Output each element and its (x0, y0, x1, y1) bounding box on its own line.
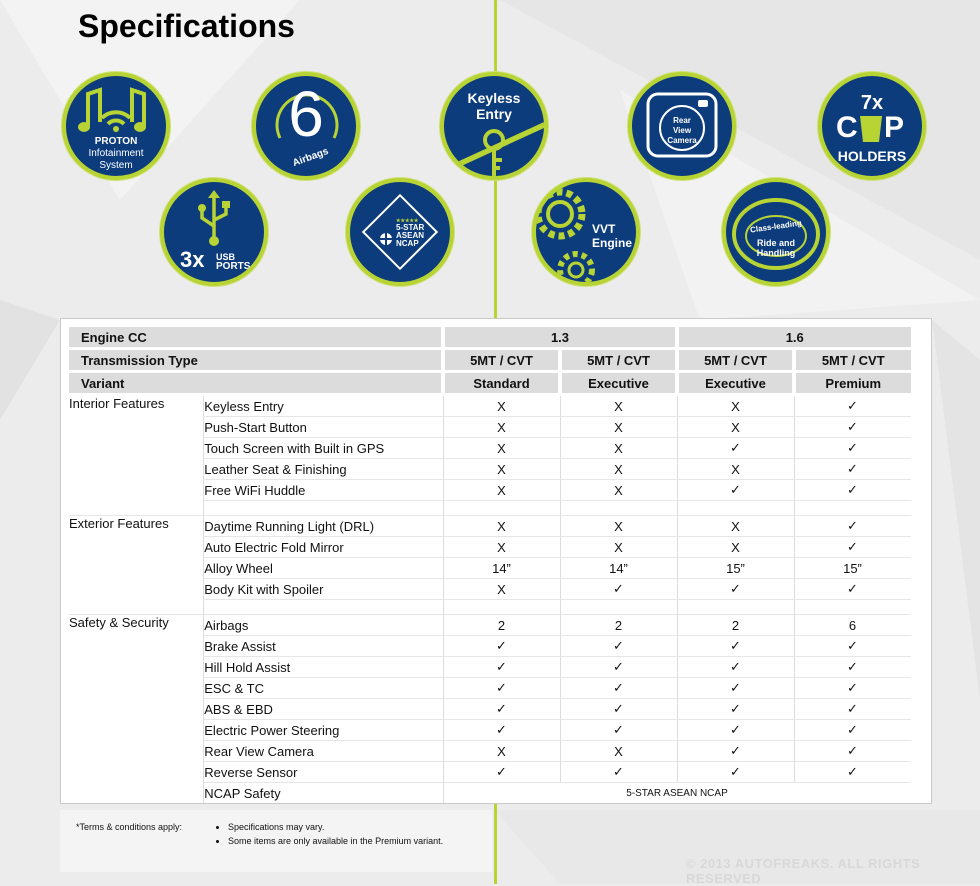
value-cell: 15” (677, 558, 794, 579)
value-cell: X (560, 395, 677, 417)
feature-label: ESC & TC (204, 678, 443, 699)
value-cell: X (443, 537, 560, 558)
value-cell: ✓ (794, 636, 911, 657)
cup-letter-c: C (836, 111, 858, 144)
cup-holders-badge (818, 72, 926, 180)
transmission-cell: 5MT / CVT (560, 349, 677, 372)
transmission-row (69, 349, 911, 372)
value-cell: ✓ (677, 720, 794, 741)
ncap-badge (346, 178, 454, 286)
keyless-entry-badge (440, 72, 548, 180)
feature-label: Rear View Camera (204, 741, 443, 762)
value-cell: ✓ (443, 699, 560, 720)
ride-label-3: Handling (756, 248, 796, 258)
value-cell: X (677, 417, 794, 438)
vvt-label-2: Engine (592, 236, 633, 250)
value-cell: ✓ (560, 678, 677, 699)
value-cell: ✓ (794, 678, 911, 699)
value-cell: 2 (443, 615, 560, 636)
value-cell: ✓ (560, 636, 677, 657)
feature-label: Brake Assist (204, 636, 443, 657)
feature-label: Push-Start Button (204, 417, 443, 438)
transmission-cell: 5MT / CVT (443, 349, 560, 372)
value-cell: ✓ (794, 657, 911, 678)
value-cell: X (560, 741, 677, 762)
value-cell: ✓ (677, 579, 794, 600)
value-cell: ✓ (560, 762, 677, 783)
value-cell: X (560, 537, 677, 558)
value-cell: 15” (794, 558, 911, 579)
value-cell: X (677, 537, 794, 558)
ncap-label-1: 5-STAR (396, 223, 425, 232)
value-cell: 2 (560, 615, 677, 636)
engine-13: 1.3 (443, 327, 677, 349)
value-cell: X (560, 480, 677, 501)
value-cell: ✓ (677, 762, 794, 783)
spec-table (69, 327, 911, 803)
value-cell: 2 (677, 615, 794, 636)
feature-label: ABS & EBD (204, 699, 443, 720)
feature-label: Alloy Wheel (204, 558, 443, 579)
value-cell: X (560, 438, 677, 459)
copyright-watermark: © 2013 AUTOFREAKS. ALL RIGHTS RESERVED (686, 856, 921, 886)
value-cell: ✓ (794, 741, 911, 762)
airbags-number: 6 (288, 78, 324, 150)
value-cell: ✓ (794, 395, 911, 417)
value-cell: X (677, 395, 794, 417)
category-label: Safety & Security (69, 615, 169, 630)
value-cell: X (443, 480, 560, 501)
feature-label: Keyless Entry (204, 395, 443, 417)
value-cell: X (443, 459, 560, 480)
value-cell: ✓ (677, 741, 794, 762)
value-cell: 6 (794, 615, 911, 636)
infotainment-label-2: Infotainment (88, 148, 144, 159)
value-cell: ✓ (443, 636, 560, 657)
ncap-label-3: NCAP (396, 239, 419, 248)
usb-ports-badge (160, 178, 268, 286)
vvt-engine-badge (532, 178, 640, 286)
value-cell: 14” (443, 558, 560, 579)
value-cell: ✓ (677, 438, 794, 459)
infotainment-label-1: PROTON (94, 136, 138, 147)
value-cell: ✓ (794, 438, 911, 459)
feature-label: Airbags (204, 615, 443, 636)
usb-count: 3x (180, 247, 205, 272)
value-cell: X (560, 459, 677, 480)
vvt-label-1: VVT (592, 222, 616, 236)
value-cell: ✓ (677, 699, 794, 720)
value-cell: ✓ (794, 417, 911, 438)
gear-icon (536, 182, 636, 282)
usb-label-2: PORTS (216, 261, 251, 272)
airbags-label: Airbags (291, 145, 330, 170)
ride-handling-badge (722, 178, 830, 286)
feature-label: Daytime Running Light (DRL) (204, 516, 443, 537)
value-cell: ✓ (677, 657, 794, 678)
feature-label: Reverse Sensor (204, 762, 443, 783)
value-cell: ✓ (560, 579, 677, 600)
table-row (69, 395, 911, 417)
feature-label: NCAP Safety (204, 783, 443, 804)
feature-label: Touch Screen with Built in GPS (204, 438, 443, 459)
value-cell: ✓ (443, 720, 560, 741)
ncap-label-2: ASEAN (396, 231, 425, 240)
feature-label: Body Kit with Spoiler (204, 579, 443, 600)
page-title: Specifications (78, 8, 295, 44)
ncap-stars: ★★★★★ (396, 218, 419, 224)
camera-label-3: Camera (667, 136, 697, 145)
value-cell: ✓ (677, 678, 794, 699)
variant-cell: Executive (560, 372, 677, 395)
usb-label-1: USB (216, 252, 236, 262)
cup-label: HOLDERS (837, 148, 907, 164)
spec-table-panel (60, 318, 932, 804)
group-spacer (69, 501, 911, 516)
value-cell: X (443, 395, 560, 417)
camera-label-2: View (672, 126, 692, 135)
value-cell: ✓ (794, 459, 911, 480)
value-cell: X (560, 516, 677, 537)
value-cell: X (677, 459, 794, 480)
variant-cell: Premium (794, 372, 911, 395)
value-cell: ✓ (560, 699, 677, 720)
value-cell: X (443, 438, 560, 459)
feature-label: Hill Hold Assist (204, 657, 443, 678)
keyless-label-1: Keyless (467, 90, 521, 106)
ncap-value: 5-STAR ASEAN NCAP (443, 783, 911, 804)
value-cell: ✓ (794, 762, 911, 783)
feature-label: Free WiFi Huddle (204, 480, 443, 501)
keyless-label-2: Entry (476, 106, 512, 122)
value-cell: ✓ (560, 657, 677, 678)
value-cell: X (443, 579, 560, 600)
cup-count: 7x (860, 92, 884, 114)
variant-cell: Standard (443, 372, 560, 395)
value-cell: ✓ (677, 636, 794, 657)
value-cell: 14” (560, 558, 677, 579)
terms-label: *Terms & conditions apply: (76, 822, 183, 832)
ride-label-1: Class-leading (749, 218, 803, 235)
value-cell: X (443, 741, 560, 762)
value-cell: ✓ (794, 699, 911, 720)
engine-label: Engine CC (69, 327, 443, 349)
terms-box (60, 810, 492, 872)
value-cell: ✓ (677, 480, 794, 501)
feature-label: Leather Seat & Finishing (204, 459, 443, 480)
variant-cell: Executive (677, 372, 794, 395)
terms-list (212, 820, 468, 848)
variant-row (69, 372, 911, 395)
infotainment-label-3: System (99, 160, 133, 171)
feature-label: Electric Power Steering (204, 720, 443, 741)
rear-view-camera-badge (628, 72, 736, 180)
table-row (69, 516, 911, 537)
ride-label-2: Ride and (756, 238, 795, 248)
table-row (69, 615, 911, 636)
value-cell: X (443, 417, 560, 438)
value-cell: ✓ (560, 720, 677, 741)
value-cell: ✓ (794, 537, 911, 558)
value-cell: X (560, 417, 677, 438)
terms-item: • Some items are only available in the Premium variant. (228, 834, 468, 848)
category-label: Interior Features (69, 396, 165, 411)
transmission-label: Transmission Type (69, 349, 443, 372)
variant-label: Variant (69, 372, 443, 395)
value-cell: ✓ (443, 678, 560, 699)
value-cell: ✓ (794, 516, 911, 537)
value-cell: X (443, 516, 560, 537)
group-spacer (69, 600, 911, 615)
ncap-row (69, 783, 911, 804)
value-cell: ✓ (443, 657, 560, 678)
airbags-badge (252, 72, 360, 180)
value-cell: ✓ (794, 480, 911, 501)
engine-row (69, 327, 911, 349)
feature-label: Auto Electric Fold Mirror (204, 537, 443, 558)
transmission-cell: 5MT / CVT (794, 349, 911, 372)
value-cell: ✓ (794, 720, 911, 741)
terms-item: • Specifications may vary. (228, 820, 468, 834)
engine-16: 1.6 (677, 327, 911, 349)
value-cell: ✓ (794, 579, 911, 600)
value-cell: ✓ (443, 762, 560, 783)
cup-letter-p: P (884, 111, 905, 144)
camera-label-1: Rear (673, 116, 691, 125)
infotainment-badge (62, 72, 170, 180)
value-cell: X (677, 516, 794, 537)
transmission-cell: 5MT / CVT (677, 349, 794, 372)
category-label: Exterior Features (69, 516, 169, 531)
